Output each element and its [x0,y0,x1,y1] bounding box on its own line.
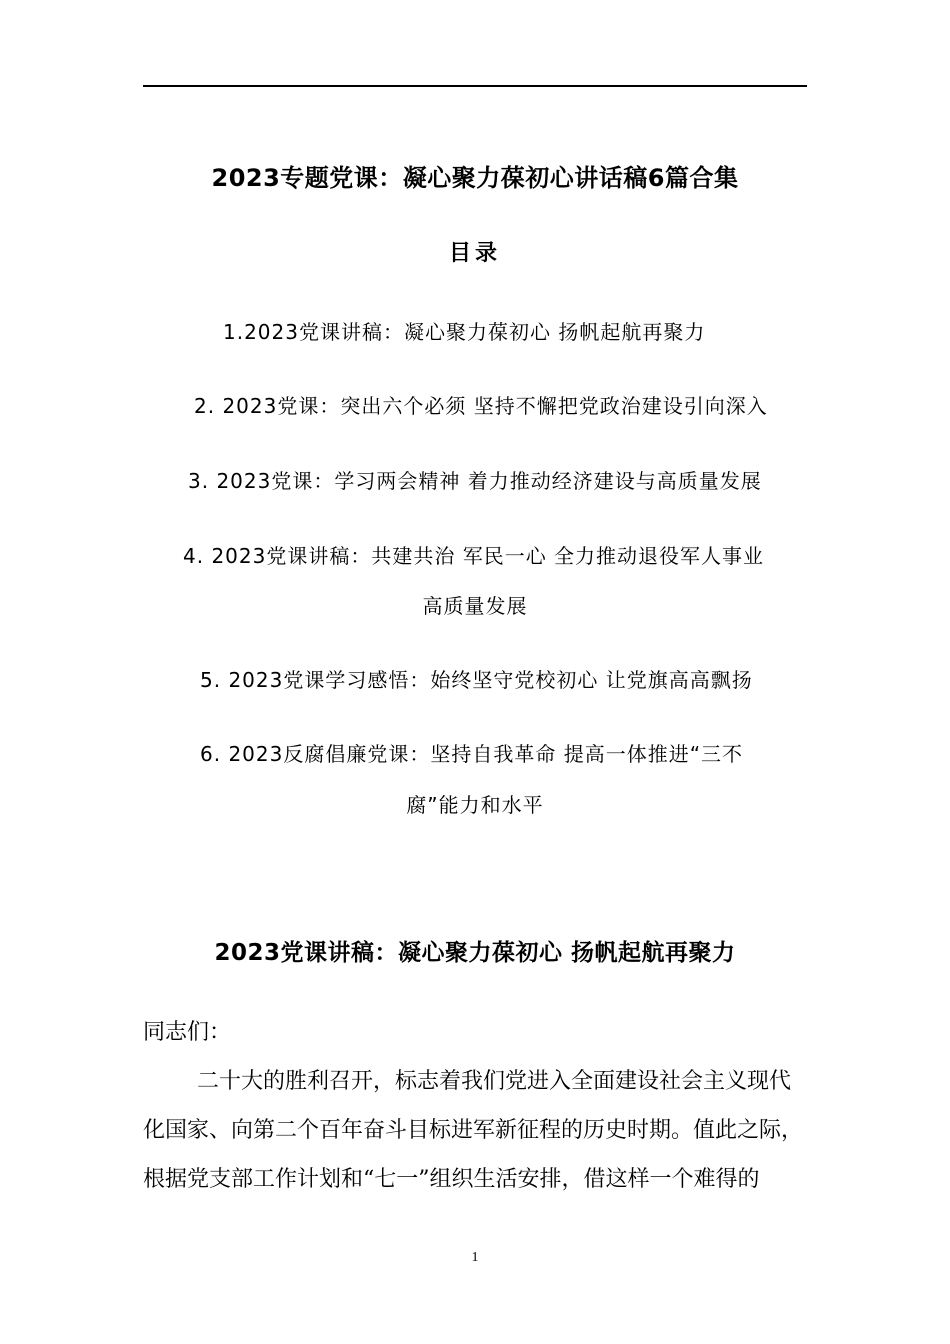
toc-item-2[interactable]: 2. 2023党课：突出六个必须 坚持不懈把党政治建设引向深入 [194,394,768,418]
body-line-1: 二十大的胜利召开，标志着我们党进入全面建设社会主义现代 [197,1069,792,1094]
toc-item-4-continued[interactable]: 高质量发展 [422,594,528,618]
toc-heading: 目录 [448,241,501,266]
toc-item-1[interactable]: 1.2023党课讲稿：凝心聚力葆初心 扬帆起航再聚力 [223,320,706,344]
toc-item-3[interactable]: 3. 2023党课：学习两会精神 着力推动经济建设与高质量发展 [188,469,762,493]
page-number: 1 [471,1250,479,1265]
section-title: 2023党课讲稿：凝心聚力葆初心 扬帆起航再聚力 [214,940,736,966]
toc-item-4[interactable]: 4. 2023党课讲稿：共建共治 军民一心 全力推动退役军人事业 [183,544,765,568]
body-line-2: 化国家、向第二个百年奋斗目标进军新征程的历史时期。值此之际， [143,1118,804,1143]
header-rule [143,85,807,87]
toc-item-6[interactable]: 6. 2023反腐倡廉党课：坚持自我革命 提高一体推进“三不 [200,742,744,766]
toc-item-5[interactable]: 5. 2023党课学习感悟：始终坚守党校初心 让党旗高高飘扬 [200,668,753,692]
body-line-3: 根据党支部工作计划和“七一”组织生活安排，借这样一个难得的 [143,1167,760,1192]
toc-item-6-continued[interactable]: 腐”能力和水平 [406,793,544,817]
salutation: 同志们： [143,1020,232,1045]
document-title: 2023专题党课：凝心聚力葆初心讲话稿6篇合集 [211,164,739,192]
